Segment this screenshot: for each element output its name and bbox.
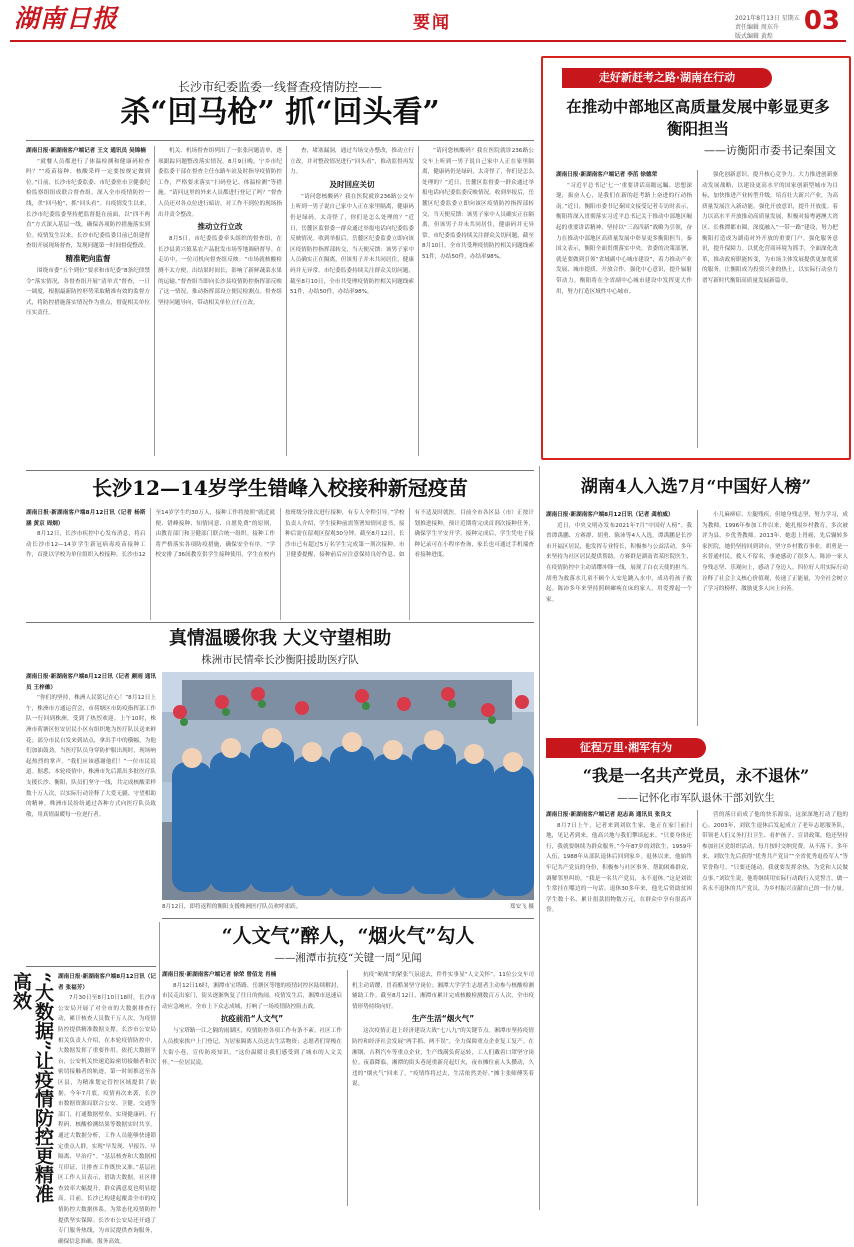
story4-body [58,972,156,1245]
column-divider [154,146,155,456]
story8-paragraph: 8月7日上午，记者来到刘钦生家，他正在家门前扫地，见记者到来，他高兴地与我们攀谈起来。“只要身体还行，我就要继续为群众服务。”今年87岁的刘钦生，1959年入伍，1988年从部队退休后回到家乡。退休以来，他始终牢记共产党员的身份，积极参与社区事务，帮助困难群众，调解邻里纠纷。“我是一名共产党员，永不退休。”这是刘钦生常挂在嘴边的一句话。退休30多年来，他先后资助贫困学生数十名，累计捐款捐物数万元，在群众中享有很高声誉。 [546,822,692,914]
story8-title: “我是一名共产党员，永不退休” [582,766,810,785]
story7-byline: 湖南日报·新湖南客户端8月12日讯（记者 龚柏威） [546,512,674,518]
story4-rule [26,966,156,967]
story6-banner: 走好新赶考之路·湖南在行动 [562,68,772,88]
photo-caption: 8月12日，即将返程的衡阳支援株洲医疗队员欢呼雀跃。 [162,904,302,910]
column-divider [697,170,698,448]
story6-col2 [702,170,838,452]
masthead [0,0,854,40]
newspaper-logo: 湖南日报 [14,4,119,33]
story1-col1 [26,146,150,466]
story4-paragraph: 7月30日至8月10日18时，长沙市公安局开展了对全市的大数据排查行动，累计核查人员数千万人次，为疫情防控提供精准数据支撑。长沙市公安局相关负责人介绍，在本轮疫情防控中，大数据发挥了重要作用。依托大数据平台，公安机关快速追踪密切接触者和次密切接触者的轨迹，第一时间推送至各区县，为精准划定管控区域提供了依据。今年7月底，疫情再次来袭，长沙市数据资源局联合公安、卫健、交通等部门，打通数据壁垒，实现健康码、行程码、核酸检测结果等数据实时共享。通过大数据分析，工作人员能够快速锁定重点人群，实现“早发现、早报告、早隔离、早治疗”。“基层核查和大数据相互印证，让排查工作既快又准。”基层社区工作人员表示，借助大数据，社区排查效率大幅提升，群众满意度也明显提高。目前，长沙已构建起覆盖全市的疫情防控大数据体系，为常态化疫情防控提供坚实保障。长沙市公安局还开通了专门服务热线，为市民提供查询服务，确保信息准确、服务高效。 [58,995,156,1245]
story5-byline: 湖南日报·新湖南客户端记者 徐荣 曾佰龙 肖楠 [162,972,277,978]
column-divider [697,510,698,726]
story4-title: “大数据”让疫情防控更精准高效 [10,972,54,1203]
column-divider [286,146,287,456]
story2-title: 长沙12—14岁学生错峰入校接种新冠疫苗 [92,476,468,500]
story1-paragraph: 机关、机场督查组列出了一张张问题清单，逐项跟踪问题整改落实情况。8月9日晚，宁乡市纪委监委干部在督查主任东路车站及时指导疫情防控工作，严格要求落实“扫码登记、体温检测”等措施。“请问这里的外来人员都进行登记了吗？”督查人员还对各点位进行暗访，对工作不到位的现场指出并责令整改。 [158,148,282,218]
medical-team-photo [162,672,534,900]
issue-meta [735,14,800,41]
story6-paragraph: “习近平总书记‘七一’重要讲话高瞻远瞩、思想深邃，振奋人心，是我们在新的赶考路上奋进的行动指南。”近日，衡阳市委书记秦国文接受记者专访时表示，衡阳将深入贯彻落实习近平总书记关于推动中部地区崛起的重要讲话精神，坚持以“三高四新”战略为引领，奋力在推动中部地区高质量发展中彰显更多衡阳担当。秦国文表示，衡阳全面贯彻落实中央、省委的决策部署，就是要做到引领“省域副中心城市建设”，着力推动产业发展、城市提质、开放合作。强化中心意识，提升辐射带动力。衡阳将在全省副中心城市建设中发挥更大作用，努力打造区域性中心城市。 [556,182,692,295]
story1-title: 杀“回马枪” 抓“回头看” [120,95,440,130]
story8-banner: 征程万里·湘军有为 [546,738,706,758]
story5-paragraph: 这次疫情正赶上经济建设大战“七八九”的关键节点。湘潭市坚持疫情防控和经济社会发展“两手抓、两不误”，全力保障重点企业复工复产。在湘钢、吉利汽车等重点企业，生产线满负荷运转，工人们戴着口罩坚守岗位。夜幕降临，湘潭的街头巷尾重新亮起灯火，夜市摊位前人头攒动，久违的“烟火气”回来了。“疫情终将过去，生活依然美好。”摊主张师傅笑着说。 [352,1028,534,1088]
story3-byline: 湖南日报·新湖南客户端8月12日讯（记者 颜雨 通讯员 王梓傩） [26,674,156,691]
column-divider [347,970,348,1206]
issue-weekday: 星期五 [781,15,800,22]
story7-title: 湖南4人入选7月“中国好人榜” [580,477,812,497]
story8-byline: 湖南日报·新湖南客户端记者 赵志高 通讯员 张良文 [546,812,672,818]
story5-paragraph: 与宝塔路一江之隔的雨湖区，疫情防控各项工作有条不紊。社区工作人员挨家挨户上门登记，为居家隔离人员送去生活物资；志愿者们穿梭在大街小巷，宣传防疫知识。“这份温暖让我们感受到了城市的人文关怀。”一位居民说。 [162,1028,342,1067]
story1-col3 [290,146,414,466]
story1-paragraph: “请问您核酸码？我在医院就诊236路公交车上听到一男子说自己家中人正在家里隔离，健康码仍是绿码，太奇怪了，你们是怎么处理的？”近日，岳麓区监督委一群众通过举报电话向纪委监委反映情况。收到举报后，岳麓区纪委监委立即向该区疫情防控指挥部转交，当天便反馈：该男子家中人员确实正在隔离，但该男子并未共同居住，健康码并无异常。市纪委监委持续关注群众关切问题，截至8月10日，全市共受理疫情防控相关问题线索51件，办结50件，办结率98%。 [422,148,534,260]
story8-paragraph: 营的落日而成了他的快乐源泉，这深深地打动了他的心。2003年，刘钦生退休后发起成立了老年志愿服务队，带领老人们义务打扫卫生、看护孩子、宣讲政策。他还坚持参加社区党组织活动，每月按时交纳党费，从不落下。多年来，刘钦生先后获得“优秀共产党员”“全省优秀退役军人”等荣誉称号。“只要还能动，我就要发挥余热，为党和人民做点事。”刘钦生说，他将继续用实际行动践行入党誓言，做一名永不退休的共产党员，为乡村振兴贡献自己的一份力量。 [702,812,848,893]
story6-col1 [556,170,692,452]
story1-byline: 湖南日报·新湖南客户端记者 王文 通讯员 吴锦楠 [26,148,146,154]
story5-paragraph: 抗疫“硬战”的紧张气氛退去，件件实事显“人文关怀”。11位公交车司机主动请缨，冒着酷暑坚守岗位；湘潭大学学生志愿者主动参与核酸检测辅助工作。截至8月12日，湘潭市累计完成核酸检测数百万人次，全市疫情形势持续向好。 [352,972,534,1010]
story2-byline: 湖南日报·新湖南客户端8月12日讯（记者 杨斯涵 黄京 周炯） [26,510,146,527]
news-photo [162,672,534,900]
story5-col1 [162,970,342,1208]
story7-paragraph: 近日，中央文明办发布2021年7月“中国好人榜”。我省谭禹鹏、方赛群、胡勇、陈沛等4人入选。谭禹鹏是长沙市开福区居民，他发挥专业特长，积极参与公益活动，多年来坚持为社区居民提供帮助。方赛群是湖南省某医院医生，在疫情防控中主动请缨冲锋一线，展现了白衣天使的担当。胡勇为救落水儿童不顾个人安危跳入水中，成功将孩子救起。陈沛多年来坚持照顾瘫痪在床的家人，用爱撑起一个家。 [546,522,692,603]
page-number: 03 [803,6,840,36]
story1-paragraph: “就餐人员都进行了体温检测和健康码检查吗？”“疫苗接种、核酸采样一定要按规定做到位。”日前，长沙市纪委监委、市纪委驻市卫健委纪检监察组组成联合督查组，深入全市疫情防控一线，杀“回马枪”，抓“回头看”。自疫情发生以来，长沙市纪委监委坚持把监督挺在前面，以“四不两直”方式深入基层一线，确保各项防控措施落实到位。疫情发生以来，长沙市纪委监委目前已组建督查组开展现场督查，发现问题第一时间督促整改。 [26,158,150,250]
story2-body [26,508,534,620]
column-divider [159,922,160,1208]
story1-paragraph: 8月5日，市纪委监委牵头组织的督查组，在长沙县黄兴镇某农产品批发市场等地调研督导。在走访中，一位司机向督查组反映：“市场就核酸检测不太方便，出结果时间长，影响了新鲜蔬菜水果的运输。”督查组当即向长沙县疫情防控指挥部反映了这一情况，推动指挥部设立便民检测点。督查组坚持问题导向，带动相关单位立行立改。 [158,236,282,306]
story1-kicker: 长沙市纪委监委一线督查疫情防控—— [177,80,382,94]
photo-credit: 郑安飞 摄 [509,904,534,910]
story6-title: 在推动中部地区高质量发展中彰显更多衡阳担当 [566,97,830,138]
story1-col2 [158,146,282,466]
story1-subhead: 及时回应关切 [329,179,375,189]
story7-col2 [702,510,848,732]
story5-col2 [352,970,534,1208]
story3-title: 真情温暖你我 大义守望相助 [168,628,392,649]
story4-byline: 湖南日报·新湖南客户端8月12日讯（记者 张福芳） [58,974,156,991]
story7-col1 [546,510,692,732]
editor-line: 责任编辑 周东升 [735,24,779,31]
story3-paragraph: “你们的坚持，株洲人民铭记在心！”8月12日上午，株洲市方通运营会，市荷塘区市防疫指挥部工作队一行回到株洲，受到了热烈欢迎。上午10时，株洲市荷塘区恒安居民小区有组织地为医疗队员送来鲜花；部分市民自发来到站点，拿出手中的横幅，为他们加油鼓劲。当医疗队员身穿防护服出现时，现场响起热烈的掌声。“我们应该感谢他们！”一位市民说道。据悉，本轮疫情中，株洲市先后派出多批医疗队支援长沙、衡阳，队员们坚守一线，共完成核酸采样数十万人次，以实际行动诠释了大爱无疆、守望相助的精神。株洲市民纷纷通过各种方式向医疗队员致敬，用真情温暖每一位逆行者。 [26,695,156,818]
masthead-rule [10,40,846,42]
story6-subtitle: ——访衡阳市委书记秦国文 [704,144,836,157]
story8-subtitle: ——记怀化市军队退休干部刘钦生 [617,792,775,804]
story5-subtitle: ——湘潭市抗疫“关键一周”见闻 [274,952,422,964]
story7-paragraph: 小儿麻痹症、左腿残疾，但她身残志坚，努力学习，成为教师。1996年参加工作以来，她扎根乡村教育，多次被评为县、乡优秀教师。2013年，她患上胃癌，先后辗转多家医院，她仍坚持回到讲台，坚守乡村教育事业。胡勇是一名普通村民，救人不留名，事迹感动了很多人。陈沛一家人身残志坚、乐观向上，感动了身边人。四位好人用实际行动诠释了社会主义核心价值观，传递了正能量，为全社会树立了学习的榜样，激励更多人向上向善。 [702,512,848,593]
story8-col2 [702,810,848,1208]
column-divider [418,146,419,456]
story3-body [26,672,156,962]
story5-rule [162,918,534,919]
story1-paragraph: 查，堵塞漏洞，通过当场交办整改，推动立行立改，并对整改情况进行“回头看”，推动监督再发力。 [290,148,414,176]
story2-rule [26,470,534,471]
story5-subhead: 抗疫前沿“人文气” [220,1014,284,1024]
issue-date: 2021年8月13日 [735,15,780,22]
story5-subhead: 生产生活“烟火气” [411,1014,475,1024]
story1-paragraph: 围绕市委“五个到位”要求和市纪委“8条纪律禁令”落实情况，各督查组开展“清单式”督查，一日一调度，根据最新防控形势采取精准有效的监督方式，将防控措施落实情况作为重点，督促相关单位压实责任。 [26,267,150,317]
story3-rule [26,622,534,623]
story3-subtitle: 株洲市民情牵长沙衡阳援助医疗队 [201,654,359,666]
story5-paragraph: 8月12日16时，湘潭市宝塔路、岳塘区等地的疫情封控区陆续解封，市民走出家门，街头逐渐恢复了往日的热闹。疫情发生后，湘潭市迅速启动应急响应，全市上下众志成城，打响了一场疫情防控阻击战。 [162,982,342,1010]
story1-rule [26,140,534,141]
story1-paragraph: “请问您核酸码？我在医院就诊236路公交车上听到一男子说自己家中人正在家里隔离，健康码仍是绿码，太奇怪了，你们是怎么处理的？”近日，岳麓区监督委一群众通过举报电话向纪委监委反映情况。收到举报后，岳麓区纪委监委立即向该区疫情防控指挥部转交，当天便反馈：该男子家中人员确实正在隔离，但该男子并未共同居住，健康码并无异常。市纪委监委持续关注群众关切问题，截至8月10日，全市共受理疫情防控相关问题线索51件，办结50件，办结率98%。 [290,193,414,296]
column-divider [697,810,698,1206]
story6-paragraph: 强化创新意识，提升核心竞争力。大力推进创新驱动发展战略，以建设更高水平的国家创新型城市为目标，加快推进产业转型升级，培育壮大新兴产业，为高质量发展注入新动能。强化开放意识，提升开放度。着力以高水平开放推动高质量发展，积极对接粤港澳大湾区、长株潭都市圈，深度融入“一带一路”建设，努力把衡阳打造成为湖南对外开放的重要门户。强化服务意识，提升保障力。以优化营商环境为抓手，全面深化改革，推动政府职能转变，为市场主体发展提供更加优质的服务，让衡阳成为投资兴业的热土，以实际行动奋力谱写新时代衡阳高质量发展新篇章。 [702,172,838,284]
story8-col1 [546,810,692,1208]
story5-title: “人文气”醉人，“烟火气”勾人 [221,925,475,947]
story1-subhead: 精准靶向监督 [65,253,111,263]
story1-col4 [422,146,534,466]
story2-paragraph: 8月12日，长沙市疾控中心发布消息，将启动长沙市12—14岁学生新冠病毒疫苗接种工作，首批以学校为单位组织入校接种。长沙市12至14岁学生约30万人，接种工作将按照“就近就便、错峰接种、知情同意、自愿免费”的原则，由教育部门和卫健部门联合统一组织。接种工作将严格落实各项防疫措施，确保安全有序。“学校安排了36间教室供学生接种使用，学生在校内按班级分批次进行接种，有专人全程引导。”学校负责人介绍，学生接种前需签署知情同意书，接种后需在留观区留观30分钟。截至8月12日，长沙市已有超过5万名学生完成第一剂次接种。市卫健委提醒，接种前后应注意保持良好作息，如有不适及时就医。目前全市各区县（市）正按计划推进接种，预计近期将完成首剂次接种任务，确保学生平安开学。接种完成后，学生凭电子接种记录可在小程序查询，家长也可通过手机端查看接种进度。 [26,510,534,559]
story1-subhead: 推动立行立改 [197,222,243,232]
story6-byline: 湖南日报·新湖南客户端记者 李茁 徐德荣 [556,172,658,178]
layout-editor-line: 版式编辑 黄煌 [735,33,773,40]
page-column-divider [539,466,540,1210]
section-title: 要闻 [413,13,451,33]
